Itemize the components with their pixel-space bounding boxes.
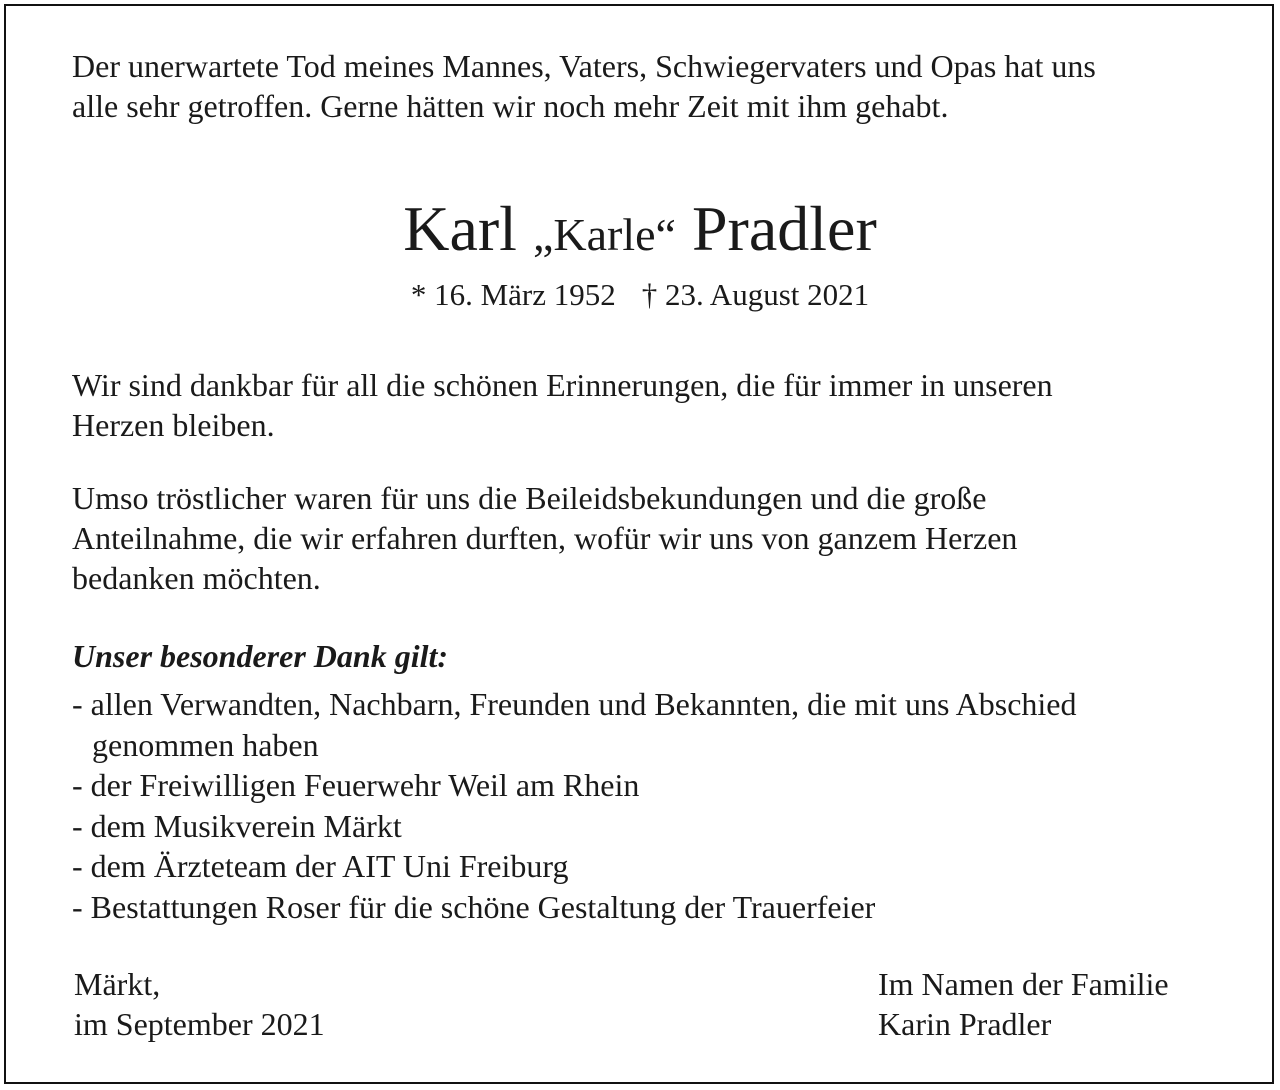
list-item-line: - dem Ärzteteam der AIT Uni Freiburg [72,848,569,884]
list-item [72,887,1076,928]
signer-name: Karin Pradler [878,1006,1052,1042]
last-name: Pradler [675,193,877,264]
intro-line: alle sehr getroffen. Gerne hätten wir noch mehr Zeit mit ihm gehabt. [72,88,949,124]
place-and-date [74,964,325,1044]
list-item [72,684,1076,765]
gratitude-paragraph [72,365,1053,445]
list-item [72,846,1076,887]
date: im September 2021 [74,1006,325,1042]
list-item [72,765,1076,806]
list-item-line: - der Freiwilligen Feuerwehr Weil am Rhein [72,767,640,803]
list-item-line: - allen Verwandten, Nachbarn, Freunden und Bekannten, die mit uns Abschied [72,686,1077,722]
signature-block [878,964,1169,1044]
on-behalf-text: Im Namen der Familie [878,966,1169,1002]
deceased-name [0,193,1280,271]
birth-date: * 16. März 1952 [410,277,616,312]
paragraph-line: Anteilnahme, die wir erfahren durften, wofür wir uns von ganzem Herzen [72,520,1018,556]
intro-paragraph [72,46,1096,126]
condolence-paragraph [72,478,1017,598]
death-date: † 23. August 2021 [641,277,870,312]
paragraph-line: Wir sind dankbar für all die schönen Erinnerungen, die für immer in unseren [72,367,1053,403]
life-dates [0,276,1280,314]
first-name: Karl [403,193,533,264]
list-item [72,806,1076,847]
paragraph-line: bedanken möchten. [72,560,321,596]
paragraph-line: Umso tröstlicher waren für uns die Beileidsbekundungen und die große [72,480,987,516]
list-item-continuation: genommen haben [92,726,319,763]
list-item-line: - Bestattungen Roser für die schöne Gestaltung der Trauerfeier [72,888,876,925]
place: Märkt, [74,966,161,1002]
thanks-heading: Unser besonderer Dank gilt: [72,638,449,674]
list-item-line: - dem Musikverein Märkt [72,807,402,844]
thanks-list [72,684,1076,927]
intro-line: Der unerwartete Tod meines Mannes, Vaters, Schwiegervaters und Opas hat uns [72,48,1096,84]
nickname: „Karle“ [532,209,676,260]
paragraph-line: Herzen bleiben. [72,407,275,443]
